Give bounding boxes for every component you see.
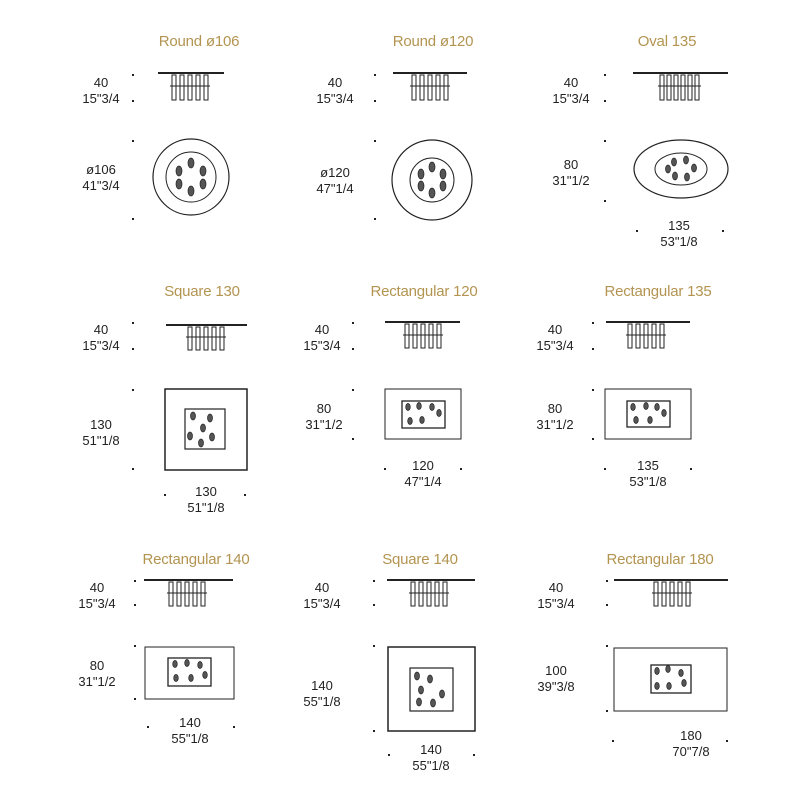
table-card-round-120 [300, 0, 566, 266]
diameter-cm: ø106 [86, 162, 116, 177]
depth-cm: 80 [89, 658, 105, 673]
table-title: Rectangular 180 [606, 551, 714, 568]
depth-cm: 100 [545, 663, 567, 678]
height-cm: 40 [327, 75, 343, 90]
top-plan-view [614, 648, 727, 711]
height-in: 15"3/4 [303, 338, 341, 353]
depth-cm: 80 [316, 401, 332, 416]
depth-cm: 130 [90, 417, 112, 432]
width-in: 70"7/8 [672, 744, 710, 759]
height-cm: 40 [93, 322, 109, 337]
height-in: 15"3/4 [552, 91, 590, 106]
depth-cm: 80 [563, 157, 579, 172]
top-plan-view [634, 140, 728, 198]
height-cm: 40 [89, 580, 105, 595]
top-plan-view [145, 647, 234, 699]
side-elevation-view [166, 325, 247, 350]
depth-in: 31"1/2 [305, 417, 343, 432]
table-title: Round ø120 [392, 33, 474, 50]
table-drawing [66, 0, 332, 266]
side-elevation-view [606, 322, 690, 348]
depth-in: 31"1/2 [78, 674, 116, 689]
width-in: 51"1/8 [187, 500, 225, 515]
width-in: 53"1/8 [629, 474, 667, 489]
depth-in: 31"1/2 [536, 417, 574, 432]
width-cm: 140 [179, 715, 201, 730]
table-drawing [534, 0, 800, 266]
table-title: Oval 135 [637, 33, 697, 50]
table-drawing [526, 518, 792, 784]
width-cm: 130 [195, 484, 217, 499]
table-card-round-106 [66, 0, 332, 266]
depth-in: 51"1/8 [82, 433, 120, 448]
top-plan-view [385, 389, 461, 439]
table-title: Square 130 [164, 283, 240, 300]
table-title: Round ø106 [158, 33, 240, 50]
depth-in: 39"3/8 [537, 679, 575, 694]
width-cm: 135 [637, 458, 659, 473]
height-cm: 40 [93, 75, 109, 90]
height-in: 15"3/4 [316, 91, 354, 106]
width-in: 55"1/8 [171, 731, 209, 746]
width-cm: 180 [680, 728, 702, 743]
height-cm: 40 [548, 580, 564, 595]
height-cm: 40 [314, 322, 330, 337]
table-title: Rectangular 120 [370, 283, 478, 300]
side-elevation-view [385, 322, 460, 348]
table-drawing [287, 518, 553, 784]
table-drawing [300, 0, 566, 266]
side-elevation-view [158, 73, 224, 100]
height-cm: 40 [547, 322, 563, 337]
side-elevation-view [393, 73, 467, 100]
table-card-square-140 [287, 518, 553, 784]
side-elevation-view [144, 580, 233, 606]
table-card-rectangular-135 [524, 250, 790, 516]
side-elevation-view [387, 580, 475, 606]
top-plan-view [392, 140, 472, 220]
height-cm: 40 [563, 75, 579, 90]
top-plan-view [153, 139, 229, 215]
depth-in: 31"1/2 [552, 173, 590, 188]
table-drawing [284, 250, 550, 516]
height-in: 15"3/4 [78, 596, 116, 611]
table-drawing [524, 250, 790, 516]
side-elevation-view [633, 73, 728, 100]
depth-cm: 140 [311, 678, 333, 693]
diameter-in: 47"1/4 [316, 181, 354, 196]
diameter-in: 41"3/4 [82, 178, 120, 193]
width-cm: 135 [668, 218, 690, 233]
width-in: 55"1/8 [412, 758, 450, 773]
width-in: 53"1/8 [660, 234, 698, 249]
table-card-oval-135 [534, 0, 800, 266]
side-elevation-view [614, 580, 728, 606]
table-card-rectangular-180 [526, 518, 792, 784]
height-in: 15"3/4 [303, 596, 341, 611]
depth-cm: 80 [547, 401, 563, 416]
height-in: 15"3/4 [82, 91, 120, 106]
width-cm: 120 [412, 458, 434, 473]
table-title: Square 140 [382, 551, 458, 568]
height-in: 15"3/4 [537, 596, 575, 611]
top-plan-view [388, 647, 475, 731]
width-in: 47"1/4 [404, 474, 442, 489]
width-cm: 140 [420, 742, 442, 757]
top-plan-view [605, 389, 691, 439]
height-in: 15"3/4 [536, 338, 574, 353]
depth-in: 55"1/8 [303, 694, 341, 709]
height-in: 15"3/4 [82, 338, 120, 353]
table-title: Rectangular 135 [604, 283, 712, 300]
table-title: Rectangular 140 [142, 551, 250, 568]
top-plan-view [165, 389, 247, 470]
height-cm: 40 [314, 580, 330, 595]
table-card-rectangular-120 [284, 250, 550, 516]
diameter-cm: ø120 [320, 165, 350, 180]
